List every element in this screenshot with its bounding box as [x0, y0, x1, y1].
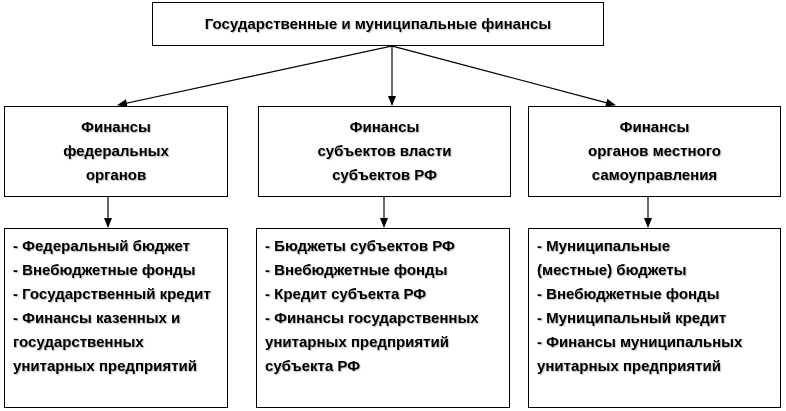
- list-item: - Муниципальные: [537, 238, 671, 255]
- municipal-finance-box: [528, 106, 781, 197]
- list-item: - Финансы государственных: [265, 310, 479, 327]
- list-item: (местные) бюджеты: [537, 262, 687, 279]
- list-item: - Финансы муниципальных: [537, 334, 743, 351]
- list-item: - Муниципальный кредит: [537, 310, 727, 327]
- root-title: Государственные и муниципальные финансы: [204, 15, 552, 33]
- municipal-finance-list: [528, 228, 781, 408]
- arrow-root-to-municipal: [392, 46, 615, 105]
- list-item: государственных: [13, 334, 144, 351]
- list-item: субъекта РФ: [265, 358, 361, 375]
- regional-finance-heading: Финансы субъектов власти субъектов РФ: [317, 118, 452, 184]
- arrow-root-to-federal: [118, 46, 392, 105]
- list-item: - Кредит субъекта РФ: [265, 286, 427, 303]
- list-item: - Внебюджетные фонды: [537, 286, 720, 303]
- municipal-finance-heading: Финансы органов местного самоуправления: [588, 118, 721, 184]
- list-item: - Бюджеты субъектов РФ: [265, 238, 455, 255]
- regional-finance-box: [258, 106, 511, 197]
- root-title-box: [152, 2, 604, 46]
- list-item: - Федеральный бюджет: [13, 238, 191, 255]
- list-item: - Финансы казенных и: [13, 310, 181, 327]
- federal-finance-list: [4, 228, 228, 408]
- list-item: унитарных предприятий: [537, 358, 721, 375]
- list-item: унитарных предприятий: [13, 358, 197, 375]
- federal-finance-box: [4, 106, 228, 197]
- list-item: - Внебюджетные фонды: [13, 262, 196, 279]
- list-item: - Внебюджетные фонды: [265, 262, 448, 279]
- list-item: унитарных предприятий: [265, 334, 449, 351]
- federal-finance-heading: Финансы федеральных органов: [63, 118, 169, 184]
- list-item: - Государственный кредит: [13, 286, 211, 303]
- regional-finance-list: [256, 228, 510, 408]
